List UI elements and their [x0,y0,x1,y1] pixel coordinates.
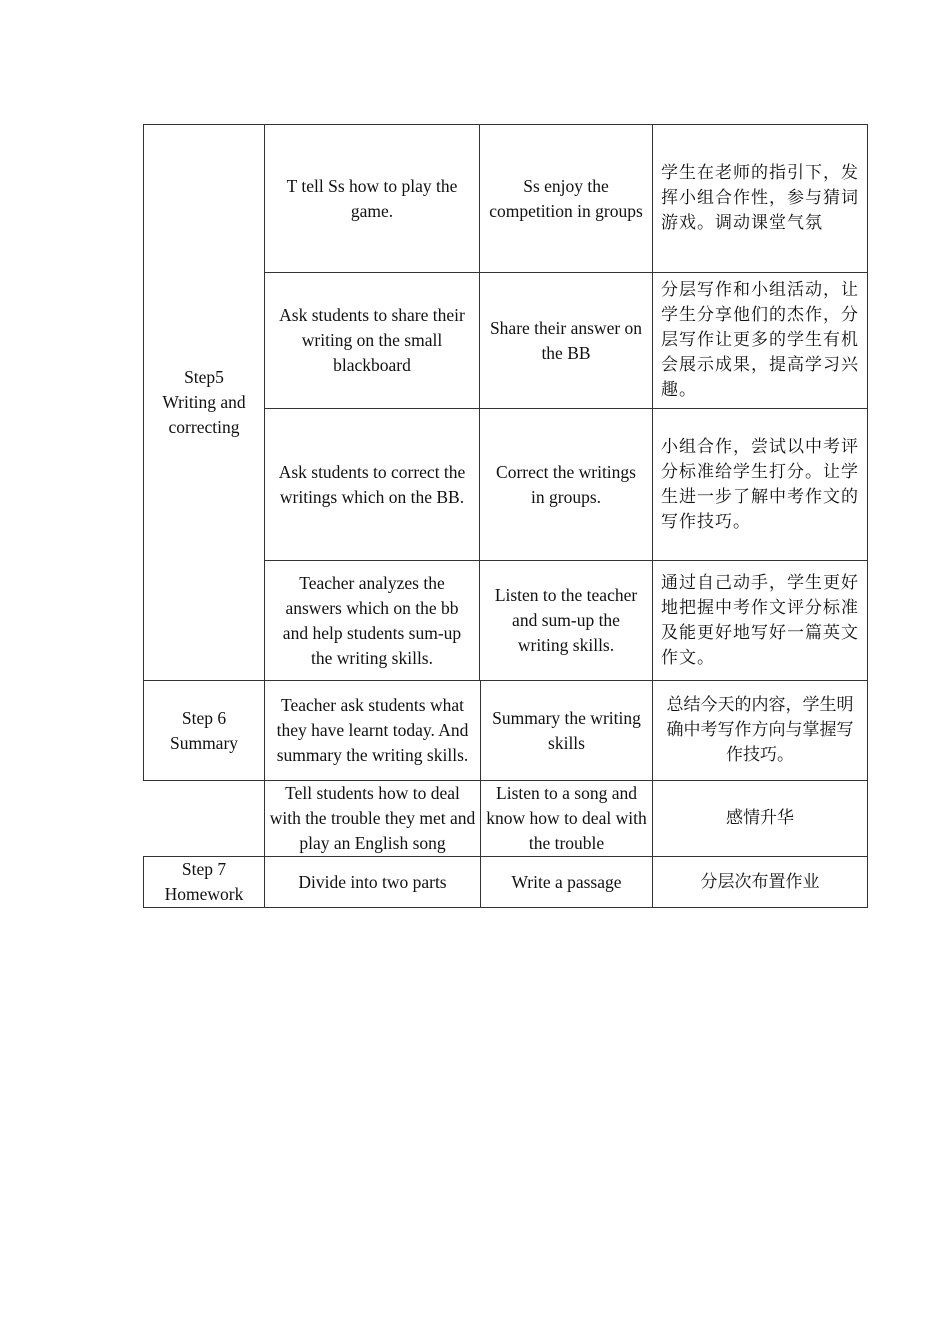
step5-row3-teacher: Ask students to correct the writings which on the BB. [278,461,466,507]
song-purpose: 感情升华 [726,808,794,828]
table-border [143,907,868,908]
step5-row1-teacher: T tell Ss how to play the game. [286,175,458,221]
step5-label: Step5 Writing and correcting [162,367,246,437]
step7-label: Step 7 Homework [164,859,244,904]
table-divider [264,560,868,561]
step5-row2-purpose: 分层写作和小组活动，让学生分享他们的杰作，分层写作让更多的学生有机会展示成果，提高学习兴趣。 [661,280,859,400]
song-teacher: Tell students how to deal with the trouble they met and play an English song [269,783,476,853]
table-border [143,856,144,908]
step5-row1-students: Ss enjoy the competition in groups [489,175,643,221]
table-border [143,124,868,125]
table-divider [479,124,480,681]
step6-teacher: Teacher ask students what they have learnt today. And summary the writing skills. [276,695,469,765]
table-divider [652,124,653,908]
table-divider [264,124,265,908]
step5-row2-students: Share their answer on the BB [489,317,643,363]
step7-students: Write a passage [511,871,622,892]
table-divider [143,780,868,781]
step5-row2-teacher: Ask students to share their writing on the small blackboard [279,305,465,375]
step6-students: Summary the writing skills [492,707,641,753]
table-divider [264,272,868,273]
step5-row3-purpose: 小组合作，尝试以中考评分标准给学生打分。让学生进一步了解中考作文的写作技巧。 [661,437,859,532]
step5-row4-purpose: 通过自己动手，学生更好地把握中考作文评分标准及能更好地写好一篇英文作文。 [661,572,859,668]
table-divider [143,680,868,681]
step7-purpose: 分层次布置作业 [700,871,820,892]
step7-teacher: Divide into two parts [298,871,447,892]
table-divider [480,680,481,908]
table-border [867,124,868,908]
song-students: Listen to a song and know how to deal with the trouble [486,783,647,853]
step6-purpose: 总结今天的内容，学生明确中考写作方向与掌握写作技巧。 [666,695,854,765]
table-divider [143,856,868,857]
step5-row1-purpose: 学生在老师的指引下，发挥小组合作性，参与猜词游戏。调动课堂气氛 [661,163,859,233]
table-divider [264,408,868,409]
table-border [143,124,144,781]
step6-label: Step 6 Summary [169,707,239,753]
step5-row4-teacher: Teacher analyzes the answers which on the bb and help students sum-up the writing skills. [282,572,462,668]
step5-row3-students: Correct the writings in groups. [496,461,636,507]
step5-row4-students: Listen to the teacher and sum-up the writing skills. [494,585,638,655]
